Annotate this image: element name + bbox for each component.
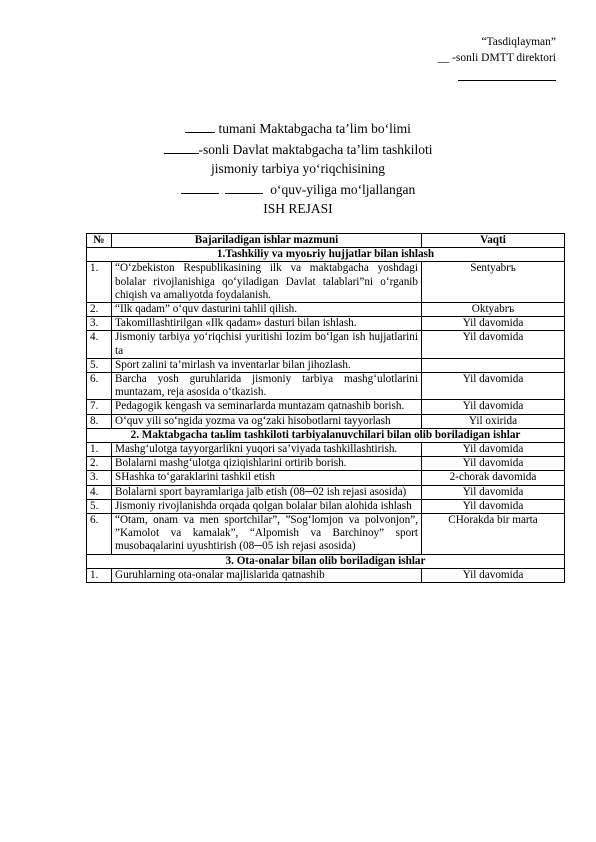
heading-line-1: [0, 118, 596, 139]
section-title: 3. Ota-onalar bilan olib boriladigan ishlar: [87, 554, 565, 568]
document-title: ISH REJASI: [263, 201, 333, 216]
row-number: 2.: [87, 457, 112, 471]
heading-line-2: [0, 139, 596, 160]
row-time: Yil davomida: [422, 331, 565, 358]
table-row: [87, 514, 565, 555]
header-time: Vaqti: [422, 234, 565, 248]
signature-line: [458, 66, 556, 81]
row-description: Barcha yosh guruhlarida jismoniy tarbiya mashg‘ulotlarini muntazam, reja asosida o‘tkazish.: [112, 373, 422, 400]
row-number: 4.: [87, 331, 112, 358]
table-header-row: [87, 234, 565, 248]
row-time: Yil davomida: [422, 443, 565, 457]
blank-year-start: [181, 179, 219, 194]
row-number: 1.: [87, 262, 112, 303]
approval-line-2: __ -sonli DMTT direktori: [437, 52, 556, 64]
row-time: Yil oxirida: [422, 414, 565, 428]
heading-line-2-text: -sonli Davlat maktabgacha ta’lim tashkiloti: [198, 141, 433, 157]
row-time: Yil davomida: [422, 485, 565, 499]
section-title: 1.Tashkiliy va myoьriy hujjatlar bilan ishlash: [87, 248, 565, 262]
table-row: [87, 358, 565, 372]
heading-line-3: jismoniy tarbiya yo‘riqchisining: [211, 161, 385, 176]
section-row: [87, 554, 565, 568]
row-time: Yil davomida: [422, 317, 565, 331]
row-number: 6.: [87, 373, 112, 400]
row-description: Bolalarni sport bayramlariga jalb etish (08─02 ish rejasi asosida): [112, 485, 422, 499]
row-number: 1.: [87, 568, 112, 582]
row-time: Sentyabrъ: [422, 262, 565, 303]
row-description: Sport zalini ta’mirlash va inventarlar bilan jihozlash.: [112, 358, 422, 372]
row-number: 3.: [87, 317, 112, 331]
table-row: [87, 317, 565, 331]
row-time: CHorakda bir marta: [422, 514, 565, 555]
row-number: 4.: [87, 485, 112, 499]
section-row: [87, 248, 565, 262]
row-time: 2-chorak davomida: [422, 471, 565, 485]
table-row: [87, 373, 565, 400]
section-row: [87, 428, 565, 442]
table-row: [87, 485, 565, 499]
row-description: Bolalarni mashg‘ulotga qiziqishlarini ortirib borish.: [112, 457, 422, 471]
header-number: №: [87, 234, 112, 248]
table-row: [87, 568, 565, 582]
heading-line-4-text: o‘quv-yiliga mo‘ljallangan: [270, 181, 416, 197]
row-description: “Otam, onam va men sportchilar”, ”Sog‘lomjon va polvonjon”, ”Kamolot va kamalak”, “Alpomish va Barchinoy” sport musobaqalarini uyushtirish (08─05 ish rejasi asosida): [112, 514, 422, 555]
table-row: [87, 414, 565, 428]
table-row: [87, 457, 565, 471]
row-number: 6.: [87, 514, 112, 555]
row-time: Oktyabrъ: [422, 303, 565, 317]
document-heading: [0, 118, 596, 219]
row-description: Jismoniy tarbiya yo‘riqchisi yuritishi lozim bo‘lgan ish hujjatlarini ta: [112, 331, 422, 358]
row-description: Takomillashtirilgan «Ilk qadam» dasturi bilan ishlash.: [112, 317, 422, 331]
table-row: [87, 499, 565, 513]
approval-block: [438, 34, 556, 86]
blank-number: [164, 139, 199, 154]
table-row: [87, 303, 565, 317]
row-number: 2.: [87, 303, 112, 317]
row-time: [422, 358, 565, 372]
row-description: Pedagogik kengash va seminarlarda muntazam qatnashib borish.: [112, 400, 422, 414]
row-description: Guruhlarning ota-onalar majlislarida qatnashib: [112, 568, 422, 582]
section-title: 2. Maktabgacha taьlim tashkiloti tarbiyalanuvchilari bilan olib boriladigan ishlar: [87, 428, 565, 442]
heading-line-4: [0, 179, 596, 200]
table-row: [87, 262, 565, 303]
row-time: Yil davomida: [422, 568, 565, 582]
row-description: SHashka to‘garaklarini tashkil etish: [112, 471, 422, 485]
table-body: [87, 248, 565, 583]
row-description: “O‘zbekiston Respublikasining ilk va maktabgacha yoshdagi bolalar rivojlanishiga qo‘yiladigan Davlat talablari”ni o‘rganib chiqish va amaliyotda foydalanish.: [112, 262, 422, 303]
row-number: 5.: [87, 358, 112, 372]
row-time: Yil davomida: [422, 457, 565, 471]
header-content: Bajariladigan ishlar mazmuni: [112, 234, 422, 248]
row-number: 5.: [87, 499, 112, 513]
row-time: Yil davomida: [422, 373, 565, 400]
blank-year-end: [225, 179, 263, 194]
row-description: Jismoniy rivojlanishda orqada qolgan bolalar bilan alohida ishlash: [112, 499, 422, 513]
row-time: Yil davomida: [422, 400, 565, 414]
table-row: [87, 331, 565, 358]
work-plan-table: [86, 233, 565, 583]
approval-line-1: “Tasdiqlayman”: [481, 36, 556, 48]
row-number: 7.: [87, 400, 112, 414]
row-description: O‘quv yili so‘ngida yozma va og‘zaki hisobotlarni tayyorlash: [112, 414, 422, 428]
table-row: [87, 443, 565, 457]
row-number: 8.: [87, 414, 112, 428]
heading-line-1-text: tumani Maktabgacha ta’lim bo‘limi: [218, 121, 411, 136]
row-time: Yil davomida: [422, 499, 565, 513]
row-number: 1.: [87, 443, 112, 457]
table-row: [87, 400, 565, 414]
table-row: [87, 471, 565, 485]
row-description: “Ilk qadam” o‘quv dasturini tahlil qilish.: [112, 303, 422, 317]
row-description: Mashg‘ulotga tayyorgarlikni yuqori sa’viyada tashkillashtirish.: [112, 443, 422, 457]
row-number: 3.: [87, 471, 112, 485]
blank-district: [185, 118, 215, 133]
